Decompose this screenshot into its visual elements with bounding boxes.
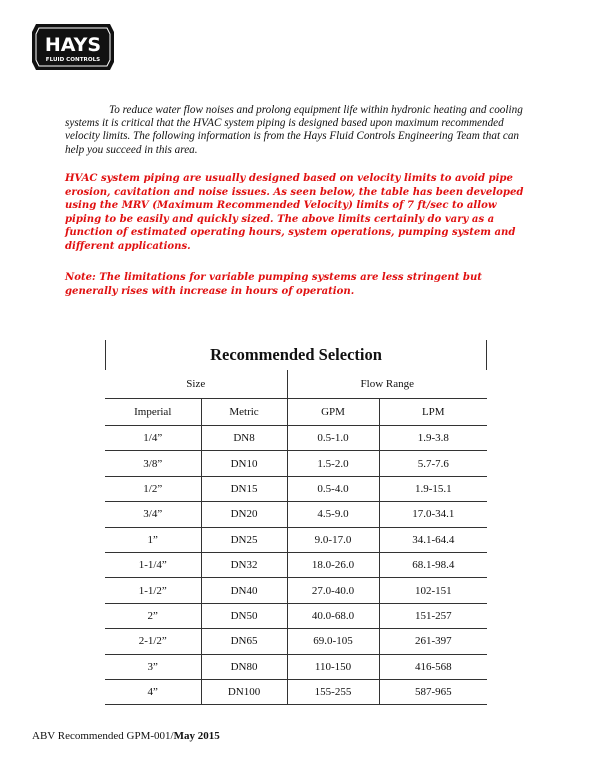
table-title: Recommended Selection (105, 340, 487, 370)
table-row (105, 552, 487, 577)
cell-imperial: 1/4” (105, 426, 201, 451)
table-row (105, 629, 487, 654)
cell-gpm: 0.5-1.0 (287, 426, 379, 451)
cell-lpm: 68.1-98.4 (379, 552, 487, 577)
cell-gpm: 110-150 (287, 654, 379, 679)
logo-tagline: FLUID CONTROLS (45, 57, 101, 63)
cell-metric: DN32 (201, 552, 287, 577)
cell-imperial: 4” (105, 679, 201, 704)
cell-lpm: 1.9-15.1 (379, 476, 487, 501)
cell-gpm: 18.0-26.0 (287, 552, 379, 577)
cell-gpm: 155-255 (287, 679, 379, 704)
cell-metric: DN10 (201, 451, 287, 476)
cell-imperial: 3” (105, 654, 201, 679)
cell-metric: DN15 (201, 476, 287, 501)
cell-gpm: 4.5-9.0 (287, 502, 379, 527)
cell-lpm: 1.9-3.8 (379, 426, 487, 451)
recommended-selection-table (105, 340, 487, 705)
cell-imperial: 2” (105, 603, 201, 628)
table-row (105, 426, 487, 451)
group-header-size: Size (105, 370, 287, 399)
group-header-flow-range: Flow Range (360, 378, 415, 390)
cell-lpm: 261-397 (379, 629, 487, 654)
column-header-metric: Metric (201, 399, 287, 426)
cell-gpm: 27.0-40.0 (287, 578, 379, 603)
hays-logo (30, 22, 116, 72)
cell-metric: DN50 (201, 603, 287, 628)
cell-gpm: 69.0-105 (287, 629, 379, 654)
cell-imperial: 1/2” (105, 476, 201, 501)
variable-pumping-note: Note: The limitations for variable pumping systems are less stringent but generally rises with increase in hours of operation. (65, 272, 482, 297)
cell-metric: DN8 (201, 426, 287, 451)
table-row (105, 603, 487, 628)
column-header-gpm: GPM (287, 399, 379, 426)
table-row (105, 476, 487, 501)
intro-paragraph: To reduce water flow noises and prolong equipment life within hydronic heating and cooling systems it is critical that the HVAC system piping is designed based upon maximum recommended velocity limits. The following information is from the Hays Fluid Controls Engineering Team that can help you succeed in this area. (65, 104, 523, 156)
cell-lpm: 102-151 (379, 578, 487, 603)
velocity-limits-paragraph: HVAC system piping are usually designed based on velocity limits to avoid pipe erosion, cavitation and noise issues. As seen below, the table has been developed using the MRV (Maximum Recommended Velocity) limits of 7 ft/sec to allow piping to be easily and quickly sized. The above limits certainly do vary as a function of estimated operating hours, system operations, pumping system and different applications. (65, 173, 524, 252)
table-row (105, 679, 487, 704)
cell-lpm: 151-257 (379, 603, 487, 628)
cell-gpm: 1.5-2.0 (287, 451, 379, 476)
cell-lpm: 587-965 (379, 679, 487, 704)
footer-date: May 2015 (173, 730, 220, 742)
cell-imperial: 1-1/2” (105, 578, 201, 603)
cell-metric: DN20 (201, 502, 287, 527)
cell-gpm: 40.0-68.0 (287, 603, 379, 628)
cell-imperial: 3/4” (105, 502, 201, 527)
column-header-lpm: LPM (379, 399, 487, 426)
cell-gpm: 0.5-4.0 (287, 476, 379, 501)
cell-metric: DN40 (201, 578, 287, 603)
cell-imperial: 2-1/2” (105, 629, 201, 654)
table-row (105, 451, 487, 476)
cell-metric: DN25 (201, 527, 287, 552)
table-row (105, 502, 487, 527)
logo-brand: HAYS (44, 34, 102, 56)
footer-doc-id: ABV Recommended GPM-001/ (32, 730, 174, 742)
table-row (105, 578, 487, 603)
cell-imperial: 3/8” (105, 451, 201, 476)
hays-logo-icon (30, 22, 116, 72)
cell-lpm: 17.0-34.1 (379, 502, 487, 527)
cell-lpm: 416-568 (379, 654, 487, 679)
cell-metric: DN100 (201, 679, 287, 704)
cell-lpm: 5.7-7.6 (379, 451, 487, 476)
document-footer (32, 730, 220, 742)
cell-lpm: 34.1-64.4 (379, 527, 487, 552)
cell-gpm: 9.0-17.0 (287, 527, 379, 552)
table-row (105, 654, 487, 679)
cell-metric: DN80 (201, 654, 287, 679)
column-header-imperial: Imperial (105, 399, 201, 426)
cell-imperial: 1” (105, 527, 201, 552)
table-row (105, 527, 487, 552)
cell-imperial: 1-1/4” (105, 552, 201, 577)
cell-metric: DN65 (201, 629, 287, 654)
